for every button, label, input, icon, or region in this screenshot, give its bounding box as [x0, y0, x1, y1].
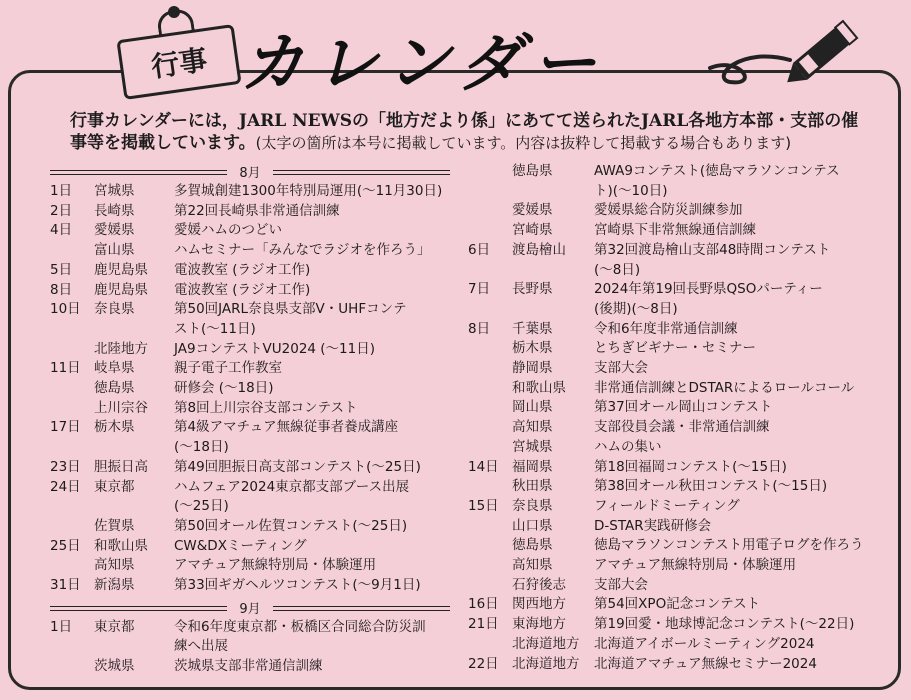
event-name: 練へ出展 [174, 638, 228, 655]
event-name: 第37回オール岡山コンテスト [594, 399, 773, 416]
event-row [462, 458, 892, 478]
event-region: 富山県 [94, 242, 135, 259]
event-region: 静岡県 [512, 360, 553, 377]
event-row [462, 162, 892, 182]
event-name: 電波教室 (ラジオ工作) [174, 261, 311, 278]
left-column [44, 162, 456, 677]
event-name: 第32回渡島檜山支部48時間コンテスト [594, 241, 831, 258]
event-region: 鹿児島県 [94, 261, 148, 278]
event-row [462, 635, 892, 655]
event-name: 支部大会 [594, 576, 648, 593]
event-name: 第19回愛・地球博記念コンテスト(～22日) [594, 616, 855, 633]
event-region: 長野県 [512, 281, 553, 298]
event-day: 1日 [50, 183, 73, 199]
event-day [462, 261, 512, 281]
event-day: 11日 [50, 360, 81, 377]
event-region: 高知県 [512, 419, 553, 436]
event-day [44, 399, 94, 419]
event-day: 8日 [50, 281, 73, 298]
event-name: 第54回XPO記念コンテスト [594, 596, 761, 613]
event-day: 2日 [50, 202, 73, 219]
event-day: 21日 [468, 616, 499, 633]
event-row [44, 478, 456, 498]
event-day: 7日 [468, 281, 491, 298]
month-header-august: 8月 [44, 162, 456, 180]
event-name: 第50回JARL奈良県支部V・UHFコンテ [174, 301, 407, 318]
event-name: 支部役員会議・非常通信訓練 [594, 419, 770, 436]
right-column [462, 162, 892, 674]
event-name: 電波教室 (ラジオ工作) [174, 281, 311, 298]
event-day [462, 477, 512, 497]
event-row [462, 261, 892, 281]
event-row [44, 657, 456, 677]
event-day [462, 418, 512, 438]
event-day: 10日 [50, 301, 81, 318]
event-row [44, 637, 456, 657]
event-row [44, 497, 456, 517]
event-name: (～8日) [594, 261, 641, 278]
event-day [462, 182, 512, 202]
event-row [44, 576, 456, 596]
event-row [44, 438, 456, 458]
event-region: 渡島檜山 [512, 241, 566, 258]
pin-icon [168, 6, 180, 18]
event-region: 上川宗谷 [94, 399, 148, 416]
event-region: 徳島県 [512, 537, 553, 554]
event-region: 関西地方 [512, 596, 566, 613]
event-name: 令和6年度非常通信訓練 [594, 320, 738, 337]
event-region: 奈良県 [512, 497, 553, 514]
event-region: 徳島県 [94, 380, 135, 397]
event-row [462, 438, 892, 458]
event-name: 徳島マラソンコンテスト用電子ログを作ろう [594, 537, 864, 554]
event-row [462, 320, 892, 340]
event-day [462, 359, 512, 379]
event-row [44, 300, 456, 320]
event-row [44, 618, 456, 638]
event-region: 千葉県 [512, 320, 553, 337]
event-day: 15日 [468, 497, 499, 514]
event-name: ハムの集い [594, 438, 662, 455]
event-name: 2024年第19回長野県QSOパーティー [594, 281, 823, 298]
event-row [44, 379, 456, 399]
event-row [44, 537, 456, 557]
event-region: 奈良県 [94, 301, 135, 318]
event-day [462, 221, 512, 241]
event-name: AWA9コンテスト(徳島マラソンコンテス [594, 163, 840, 179]
event-row [44, 261, 456, 281]
event-region: 宮城県 [512, 438, 553, 455]
intro-text [70, 110, 870, 154]
event-name: 第4級アマチュア無線従事者養成講座 [174, 419, 399, 436]
event-region: 東京都 [94, 478, 135, 495]
event-row [44, 202, 456, 222]
event-row [462, 517, 892, 537]
event-region [94, 497, 174, 517]
event-region: 高知県 [512, 557, 553, 574]
event-region [512, 300, 594, 320]
event-name: 親子電子工作教室 [174, 360, 282, 377]
month-header-september: 9月 [44, 598, 456, 616]
event-name: スト(～11日) [174, 320, 256, 337]
event-row [44, 359, 456, 379]
event-region: 岐阜県 [94, 360, 135, 377]
event-name: 支部大会 [594, 360, 648, 377]
event-row [462, 182, 892, 202]
event-day [44, 241, 94, 261]
event-day [462, 162, 512, 182]
event-name: 第18回福岡コンテスト(～15日) [594, 458, 787, 475]
event-day [462, 536, 512, 556]
event-name: CW&DXミーティング [174, 537, 307, 554]
event-region: 愛媛県 [512, 202, 553, 219]
event-row [462, 359, 892, 379]
event-row [44, 517, 456, 537]
event-name: 第50回オール佐賀コンテスト(～25日) [174, 517, 408, 534]
event-name: 多賀城創建1300年特別局運用(～11月30日) [174, 183, 443, 199]
event-region [94, 438, 174, 458]
event-row [462, 576, 892, 596]
page-title: カレンダー [240, 27, 606, 101]
event-name: 令和6年度東京都・板橋区合同総合防災訓 [174, 618, 426, 635]
event-name: (後期)(～8日) [594, 300, 678, 317]
event-name: 研修会 (～18日) [174, 380, 274, 397]
event-row [44, 320, 456, 340]
intro-sub: (太字の箇所は本号に掲載しています。内容は抜粋して掲載する場合もあります) [255, 134, 792, 152]
event-region: 北海道地方 [512, 655, 580, 672]
event-day [462, 517, 512, 537]
event-day [44, 556, 94, 576]
event-day: 31日 [50, 577, 81, 594]
event-name: 茨城県支部非常通信訓練 [174, 658, 323, 675]
event-row [462, 556, 892, 576]
event-name: 愛媛ハムのつどい [174, 222, 282, 239]
event-row [462, 379, 892, 399]
event-region: 和歌山県 [94, 537, 148, 554]
event-row [462, 241, 892, 261]
event-day: 17日 [50, 419, 81, 436]
event-region [94, 637, 174, 657]
event-row [44, 241, 456, 261]
event-region: 東京都 [94, 618, 135, 635]
event-name: アマチュア無線特別局・体験運用 [174, 557, 377, 574]
event-row [44, 458, 456, 478]
event-row [462, 300, 892, 320]
event-name: D-STAR実践研修会 [594, 517, 712, 534]
event-name: 北海道アイボールミーティング2024 [594, 635, 815, 652]
event-day [462, 201, 512, 221]
event-row [462, 615, 892, 635]
event-row [44, 340, 456, 360]
event-region: 東海地方 [512, 616, 566, 633]
event-row [462, 339, 892, 359]
event-day: 4日 [50, 222, 73, 239]
event-name: ト)(～10日) [594, 182, 668, 199]
event-region: 栃木県 [512, 340, 553, 357]
event-name: 第33回ギガヘルツコンテスト(～9月1日) [174, 577, 421, 594]
event-region: 宮城県 [94, 183, 135, 199]
event-name: JA9コンテストVU2024 (～11日) [174, 340, 376, 357]
event-day [462, 300, 512, 320]
event-row [462, 497, 892, 517]
event-region: 石狩後志 [512, 576, 566, 593]
event-region: 高知県 [94, 557, 135, 574]
event-row [462, 595, 892, 615]
event-row [462, 418, 892, 438]
event-day: 6日 [468, 241, 491, 258]
event-name: 宮崎県下非常無線通信訓練 [594, 222, 756, 239]
event-region [512, 182, 594, 202]
event-region: 山口県 [512, 517, 553, 534]
event-day [44, 517, 94, 537]
event-row [462, 536, 892, 556]
event-day: 24日 [50, 478, 81, 495]
event-row [44, 399, 456, 419]
event-day: 16日 [468, 596, 499, 613]
event-region: 福岡県 [512, 458, 553, 475]
event-region: 和歌山県 [512, 379, 566, 396]
event-day [44, 320, 94, 340]
event-region: 岡山県 [512, 399, 553, 416]
event-day: 14日 [468, 458, 499, 475]
event-region: 秋田県 [512, 478, 553, 495]
event-day: 22日 [468, 655, 499, 672]
event-region: 鹿児島県 [94, 281, 148, 298]
event-region: 新潟県 [94, 577, 135, 594]
event-name: アマチュア無線特別局・体験運用 [594, 557, 797, 574]
event-day [462, 398, 512, 418]
event-day [462, 635, 512, 655]
event-region: 北海道地方 [512, 635, 580, 652]
event-region: 栃木県 [94, 419, 135, 436]
event-day [44, 340, 94, 360]
event-region: 北陸地方 [94, 340, 148, 357]
event-region: 佐賀県 [94, 517, 135, 534]
event-day: 23日 [50, 458, 81, 475]
event-row [44, 221, 456, 241]
event-row [462, 280, 892, 300]
event-name: 非常通信訓練とDSTARによるロールコール [594, 379, 855, 396]
event-day: 25日 [50, 537, 81, 554]
event-region: 長崎県 [94, 202, 135, 219]
event-region [512, 261, 594, 281]
event-region: 茨城県 [94, 658, 135, 675]
event-day [462, 379, 512, 399]
event-name: 愛媛県総合防災訓練参加 [594, 202, 743, 219]
tag-label: 行事 [116, 24, 241, 100]
event-day: 1日 [50, 618, 73, 635]
event-name: 北海道アマチュア無線セミナー2024 [594, 655, 817, 672]
event-row [462, 398, 892, 418]
event-name: ハムセミナー「みんなでラジオを作ろう」 [174, 242, 431, 259]
event-name: ハムフェア2024東京都支部ブース出展 [174, 478, 410, 495]
event-name: フィールドミーティング [594, 497, 740, 514]
event-row [44, 281, 456, 301]
event-day [44, 657, 94, 677]
header [0, 0, 911, 110]
intro-main: 行事カレンダーには，JARL NEWSの「地方だより係」にあてて送られたJARL各地方本部・支部の催事等を掲載しています。 [70, 111, 859, 153]
event-row [462, 221, 892, 241]
event-day [44, 637, 94, 657]
event-row [462, 655, 892, 675]
event-name: 第22回長崎県非常通信訓練 [174, 202, 340, 219]
event-day [462, 339, 512, 359]
event-day [44, 379, 94, 399]
event-region [94, 320, 174, 340]
event-name: 第8回上川宗谷支部コンテスト [174, 399, 358, 416]
event-region: 宮崎県 [512, 222, 553, 239]
event-name: とちぎビギナー・セミナー [594, 340, 756, 357]
event-day: 5日 [50, 261, 73, 278]
event-row [44, 556, 456, 576]
event-name: (～18日) [174, 439, 229, 456]
event-row [462, 477, 892, 497]
event-region: 徳島県 [512, 163, 553, 179]
event-row [462, 201, 892, 221]
event-day [462, 556, 512, 576]
event-row [44, 182, 456, 202]
event-region: 愛媛県 [94, 222, 135, 239]
event-name: (～25日) [174, 498, 229, 515]
event-day [462, 438, 512, 458]
event-day [462, 576, 512, 596]
event-name: 第38回オール秋田コンテスト(～15日) [594, 478, 828, 495]
event-row [44, 418, 456, 438]
event-region: 胆振日高 [94, 458, 148, 475]
event-day [44, 497, 94, 517]
event-day: 8日 [468, 320, 491, 337]
pen-icon [700, 16, 880, 96]
event-day [44, 438, 94, 458]
event-name: 第49回胆振日高支部コンテスト(～25日) [174, 458, 421, 475]
